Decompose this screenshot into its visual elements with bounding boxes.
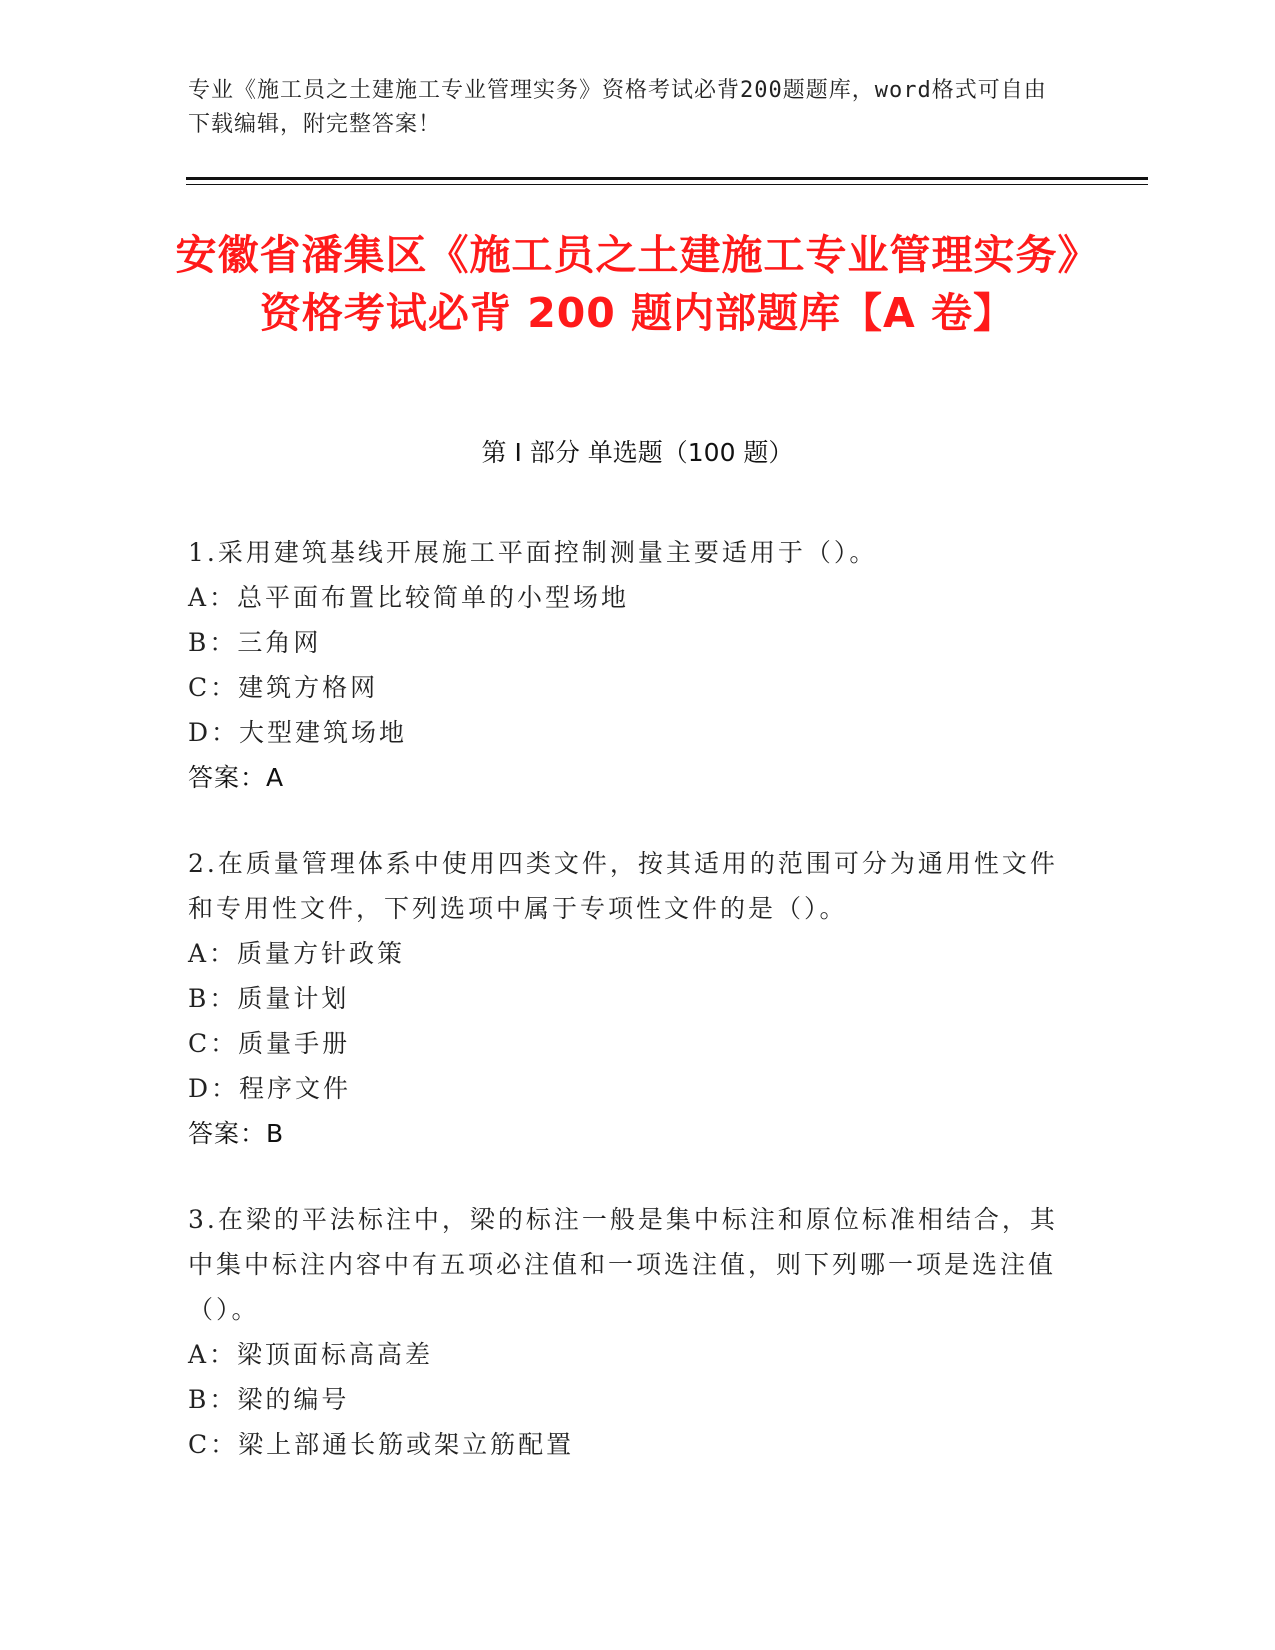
question-list (188, 530, 1058, 1508)
answer-line: 答案：B (188, 1119, 285, 1148)
section-heading: 第 I 部分 单选题（100 题） (481, 438, 794, 467)
question-1 (188, 530, 1058, 800)
header-rule-thin (186, 184, 1148, 185)
option-b: B：质量计划 (188, 984, 350, 1013)
option-b: B：三角网 (188, 628, 322, 657)
option-c: C：梁上部通长筋或架立筋配置 (188, 1430, 575, 1459)
question-3 (188, 1197, 1058, 1467)
document-title: 安徽省潘集区《施工员之土建施工专业管理实务》资格考试必背 200 题内部题库【A 卷】 (175, 231, 1100, 337)
option-a: A：梁顶面标高高差 (188, 1340, 434, 1369)
header-rule-thick (186, 177, 1148, 180)
option-a: A：质量方针政策 (188, 939, 406, 968)
option-d: D：程序文件 (188, 1074, 352, 1103)
option-d: D：大型建筑场地 (188, 718, 408, 747)
question-stem: 3.在梁的平法标注中，梁的标注一般是集中标注和原位标准相结合，其中集中标注内容中有五项必注值和一项选注值，则下列哪一项是选注值（）。 (188, 1205, 1058, 1324)
option-c: C：建筑方格网 (188, 673, 379, 702)
answer-line: 答案：A (188, 763, 285, 792)
option-c: C：质量手册 (188, 1029, 351, 1058)
question-stem: 2.在质量管理体系中使用四类文件，按其适用的范围可分为通用性文件和专用性文件，下列选项中属于专项性文件的是（）。 (188, 849, 1058, 923)
question-2 (188, 841, 1058, 1156)
option-a: A：总平面布置比较简单的小型场地 (188, 583, 630, 612)
question-stem: 1.采用建筑基线开展施工平面控制测量主要适用于（）。 (188, 538, 878, 567)
option-b: B：梁的编号 (188, 1385, 350, 1414)
header-note: 专业《施工员之土建施工专业管理实务》资格考试必背200题题库，word格式可自由下载编辑，附完整答案！ (188, 78, 1047, 137)
